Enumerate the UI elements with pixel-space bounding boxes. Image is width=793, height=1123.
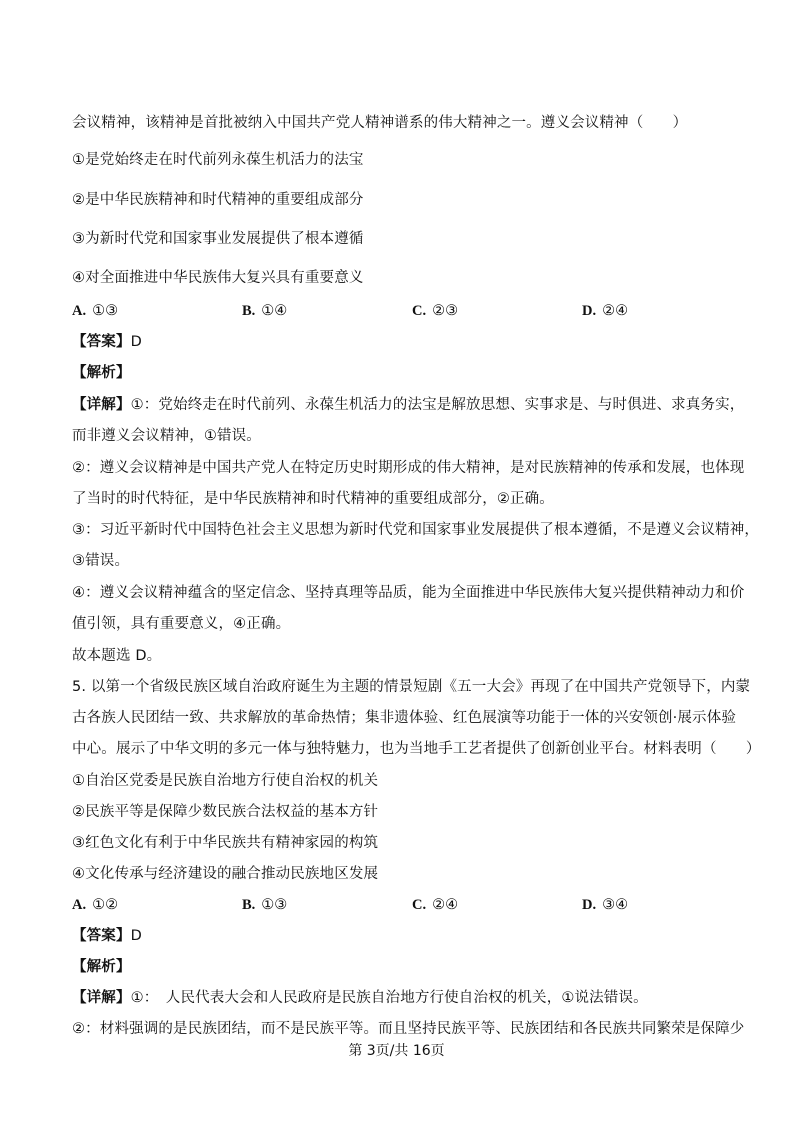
q5-explanation-line-2: ②：材料强调的是民族团结，而不是民族平等。而且坚持民族平等、民族团结和各民族共同繁荣是保障少 (72, 1021, 745, 1037)
q5-option-c: C. ②④ (412, 897, 459, 913)
q5-item-3: ③红色文化有利于中华民族共有精神家园的构筑 (72, 835, 379, 851)
q5-explanation-line-1: 【详解】①： 人民代表大会和人民政府是民族自治地方行使自治权的机关，①说法错误。 (72, 990, 648, 1006)
q4-item-2: ②是中华民族精神和时代精神的重要组成部分 (72, 192, 364, 208)
q5-stem-line-2: 古各族人民团结一致、共求解放的革命热情；集非遗体验、红色展演等功能于一体的兴安领创·展示体验 (72, 710, 737, 726)
page-number-footer: 第 3页/共 16页 (348, 1043, 445, 1059)
q4-explanation-line-6: ③错误。 (72, 553, 130, 569)
q4-explanation-line-4: 了当时的时代特征，是中华民族精神和时代精神的重要组成部分，②正确。 (72, 491, 554, 507)
q4-explanation-line-8: 值引领，具有重要意义，④正确。 (72, 616, 291, 632)
q5-item-1: ①自治区党委是民族自治地方行使自治权的机关 (72, 773, 379, 789)
q4-explanation-line-5: ③：习近平新时代中国特色社会主义思想为新时代党和国家事业发展提供了根本遵循，不是遵义会议精神， (72, 522, 760, 538)
q4-item-1: ①是党始终走在时代前列永葆生机活力的法宝 (72, 152, 364, 168)
q4-item-4: ④对全面推进中华民族伟大复兴具有重要意义 (72, 270, 364, 286)
q5-stem-line-1: 5. 以第一个省级民族区域自治政府诞生为主题的情景短剧《五一大会》再现了在中国共产党领导下，内蒙 (72, 679, 751, 695)
q5-item-4: ④文化传承与经济建设的融合推动民族地区发展 (72, 866, 379, 882)
q5-answer: 【答案】D (72, 928, 142, 944)
q4-item-3: ③为新时代党和国家事业发展提供了根本遵循 (72, 231, 364, 247)
q4-answer: 【答案】D (72, 334, 142, 350)
q4-analysis-heading: 【解析】 (72, 365, 131, 381)
q5-option-d: D. ③④ (582, 897, 629, 913)
q4-option-b: B. ①④ (242, 303, 288, 319)
q4-explanation-line-2: 而非遵义会议精神，①错误。 (72, 428, 261, 444)
q4-conclusion: 故本题选 D。 (72, 648, 162, 664)
q5-option-a: A. ①② (72, 897, 119, 913)
q5-stem-line-3: 中心。展示了中华文明的多元一体与独特魅力，也为当地手工艺者提供了创新创业平台。材料表明（ ） (72, 741, 761, 757)
q4-stem-tail: 会议精神，该精神是首批被纳入中国共产党人精神谱系的伟大精神之一。遵义会议精神（ ） (72, 115, 688, 131)
q5-item-2: ②民族平等是保障少数民族合法权益的基本方针 (72, 804, 379, 820)
q4-explanation-line-3: ②：遵义会议精神是中国共产党人在特定历史时期形成的伟大精神，是对民族精神的传承和发展，也体现 (72, 460, 745, 476)
q4-option-a: A. ①③ (72, 303, 119, 319)
q4-explanation-line-7: ④：遵义会议精神蕴含的坚定信念、坚持真理等品质，能为全面推进中华民族伟大复兴提供精神动力和价 (72, 585, 745, 601)
q4-option-d: D. ②④ (582, 303, 629, 319)
q4-explanation-line-1: 【详解】①：党始终走在时代前列、永葆生机活力的法宝是解放思想、实事求是、与时俱进、求真务实， (72, 397, 745, 413)
q5-analysis-heading: 【解析】 (72, 959, 131, 975)
q5-option-b: B. ①③ (242, 897, 288, 913)
q4-option-c: C. ②③ (412, 303, 459, 319)
